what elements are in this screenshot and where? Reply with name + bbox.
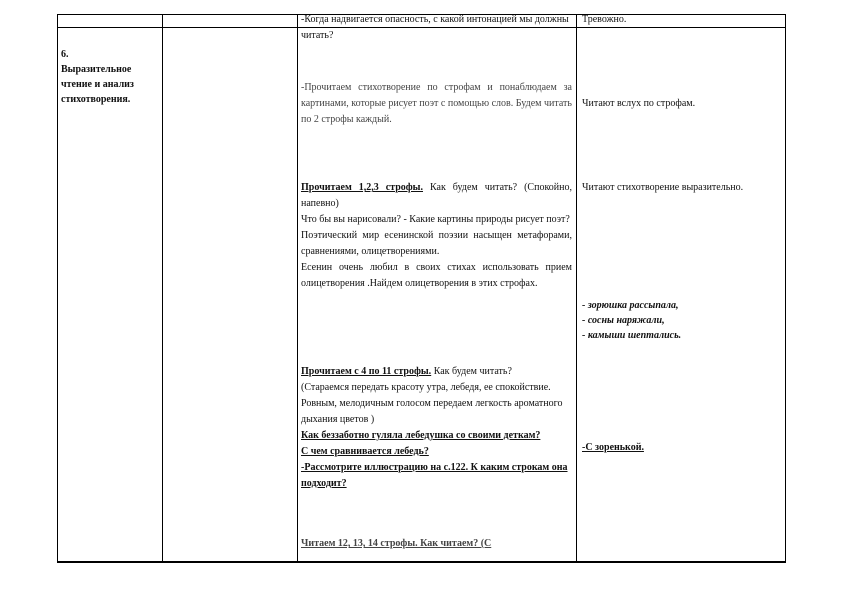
student-alarm-answer — [582, 12, 782, 28]
read-by-stanza-text: -Прочитаем стихотворение по строфам и понаблюдаем за картинами, которые рисует поэт с помощью слов. Будем читать по 2 строфы каждый. — [301, 82, 572, 125]
personification-task: Есенин очень любил в своих стихах использовать прием олицетворения .Найдем олицетворения в этих строфах. — [301, 262, 572, 289]
illustration-question: -Рассмотрите иллюстрацию на с.122. К каким строкам она подходит? — [301, 462, 568, 489]
stage-title: Выразительное чтение и анализ стихотворения. — [61, 64, 134, 105]
personification-item: - зорюшка рассыпала, — [582, 300, 679, 311]
read-stanzas-1-3-heading: Прочитаем 1,2,3 строфы. — [301, 182, 423, 193]
alarm-answer-text: Тревожно. — [582, 14, 627, 25]
carefree-question: Как беззаботно гуляла лебедушка со своими деткам? — [301, 430, 541, 441]
student-expressive-reading — [582, 180, 782, 196]
teacher-stanzas-12-14 — [301, 536, 572, 552]
table-left-border — [57, 14, 58, 562]
table-right-border — [785, 14, 786, 562]
dawn-answer-text: -С зоренькой. — [582, 442, 644, 453]
table-bottom-border — [57, 561, 786, 563]
column-divider-2 — [297, 14, 298, 562]
intonation-question-text: -Когда надвигается опасность, с какой интонацией мы должны читать? — [301, 14, 569, 41]
column-divider-3 — [576, 14, 577, 562]
teacher-stanzas-1-3-block — [301, 180, 572, 292]
draw-question: Что бы вы нарисовали? - Какие картины природы рисует поэт? — [301, 214, 570, 225]
stage-cell — [61, 47, 161, 107]
poetic-world-text: Поэтический мир есенинской поэзии насыщен метафорами, сравнениями, олицетворениями. — [301, 230, 572, 257]
read-stanzas-4-11-desc: (Стараемся передать красоту утра, лебедя, ее спокойствие. Ровным, мелодичным голосом передаем легкость ароматного дыхания цветов ) — [301, 382, 563, 425]
read-stanzas-12-14: Читаем 12, 13, 14 строфы. Как читаем? (С — [301, 538, 492, 549]
personification-item: - камыши шептались. — [582, 330, 682, 341]
student-personifications-list — [582, 298, 782, 343]
read-stanzas-1-3 — [301, 180, 572, 212]
read-stanzas-4-11-heading: Прочитаем с 4 по 11 строфы. — [301, 366, 432, 377]
teacher-stanzas-4-11-block — [301, 364, 572, 492]
compare-question: С чем сравнивается лебедь? — [301, 446, 429, 457]
student-dawn-answer — [582, 440, 782, 456]
personification-item: - сосны наряжали, — [582, 315, 665, 326]
expressive-reading-text: Читают стихотворение выразительно. — [582, 182, 744, 193]
stage-number: 6. — [61, 49, 69, 60]
read-stanzas-4-11 — [301, 364, 572, 380]
teacher-read-by-stanza — [301, 80, 572, 128]
read-aloud-text: Читают вслух по строфам. — [582, 98, 696, 109]
read-stanzas-4-11-how: Как будем читать? — [431, 366, 512, 377]
column-divider-1 — [162, 14, 163, 562]
student-read-aloud — [582, 96, 782, 112]
teacher-intonation-question — [301, 12, 572, 44]
read-stanzas-1-3-how: Как будем читать? (Спокойно, напевно) — [301, 182, 573, 209]
